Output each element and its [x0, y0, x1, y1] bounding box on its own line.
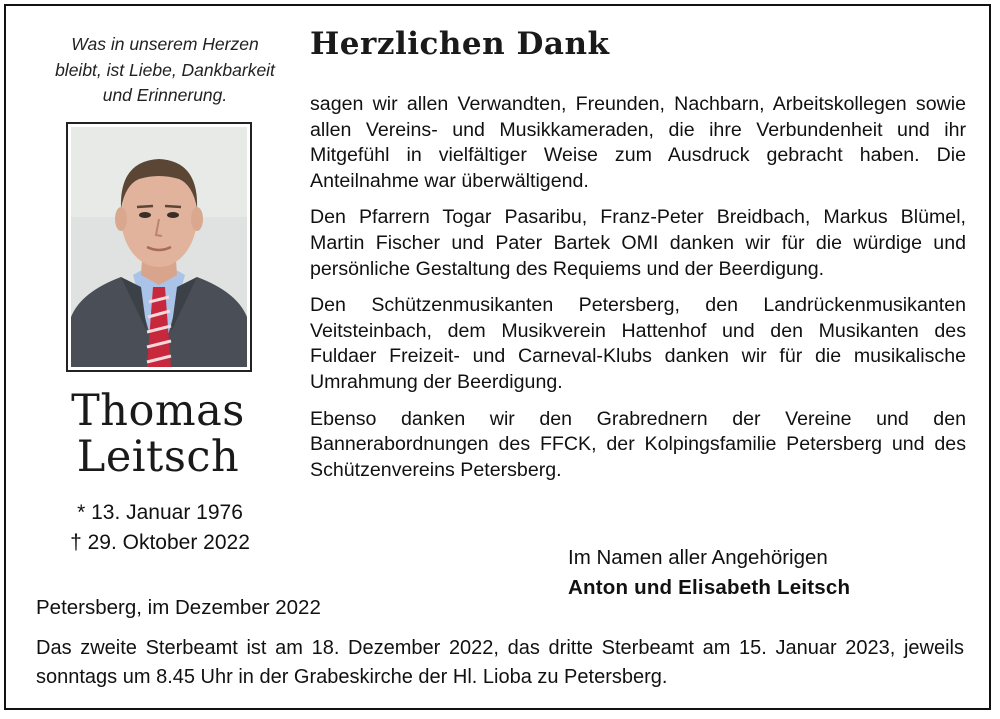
deceased-name — [40, 388, 276, 480]
thanks-paragraph: Den Pfarrern Togar Pasaribu, Franz-Peter Breidbach, Markus Blümel, Martin Fischer und Pater Bartek OMI danken wir für die würdige und persönliche Gestaltung des Requiems und der Beerdigung. — [310, 206, 966, 280]
portrait-photo — [71, 127, 247, 367]
thanks-paragraph: Den Schützenmusikanten Petersberg, den Landrückenmusikanten Veitsteinbach, dem Musikverein Hattenhof und den Musikanten des Fuldaer Freizeit- und Carneval-Klubs danken wir für die musikalische Umrahmung der Beerdigung. — [310, 294, 966, 393]
portrait-illustration — [71, 127, 247, 367]
death-date: † 29. Oktober 2022 — [70, 531, 250, 554]
place-date: Petersberg, im Dezember 2022 — [36, 596, 321, 619]
birth-date: * 13. Januar 1976 — [77, 501, 243, 524]
thanks-paragraph: sagen wir allen Verwandten, Freunden, Nachbarn, Arbeitskollegen sowie allen Vereins- und Musikkameraden, die ihre Verbundenheit und ihr Mitgefühl in vielfältiger Weise zum Ausdruck gebracht haben. Die Anteilnahme war überwältigend. — [310, 93, 966, 192]
deceased-first-name: Thomas — [71, 386, 245, 436]
life-dates — [40, 498, 280, 558]
deceased-last-name: Leitsch — [76, 432, 240, 482]
signoff-names: Anton und Elisabeth Leitsch — [568, 576, 851, 599]
quote-line: und Erinnerung. — [102, 85, 228, 105]
page-title: Herzlichen Dank — [310, 26, 610, 62]
quote-line: bleibt, ist Liebe, Dankbarkeit — [55, 59, 275, 80]
memorial-quote — [40, 32, 290, 109]
thanks-body — [310, 92, 966, 494]
portrait-photo-frame — [66, 122, 252, 372]
signoff-intro: Im Namen aller Angehörigen — [568, 546, 828, 569]
thanks-paragraph: Ebenso danken wir den Grabrednern der Vereine und den Bannerabordnungen des FFCK, der Kolpingsfamilie Petersberg und des Schützenvereins Petersberg. — [310, 407, 966, 481]
signoff — [568, 543, 850, 603]
quote-line: Was in unserem Herzen — [71, 34, 259, 54]
mass-notice: Das zweite Sterbeamt ist am 18. Dezember 2022, das dritte Sterbeamt am 15. Januar 2023, jeweils sonntags um 8.45 Uhr in der Grabeskirche der Hl. Lioba zu Petersberg. — [36, 637, 964, 688]
